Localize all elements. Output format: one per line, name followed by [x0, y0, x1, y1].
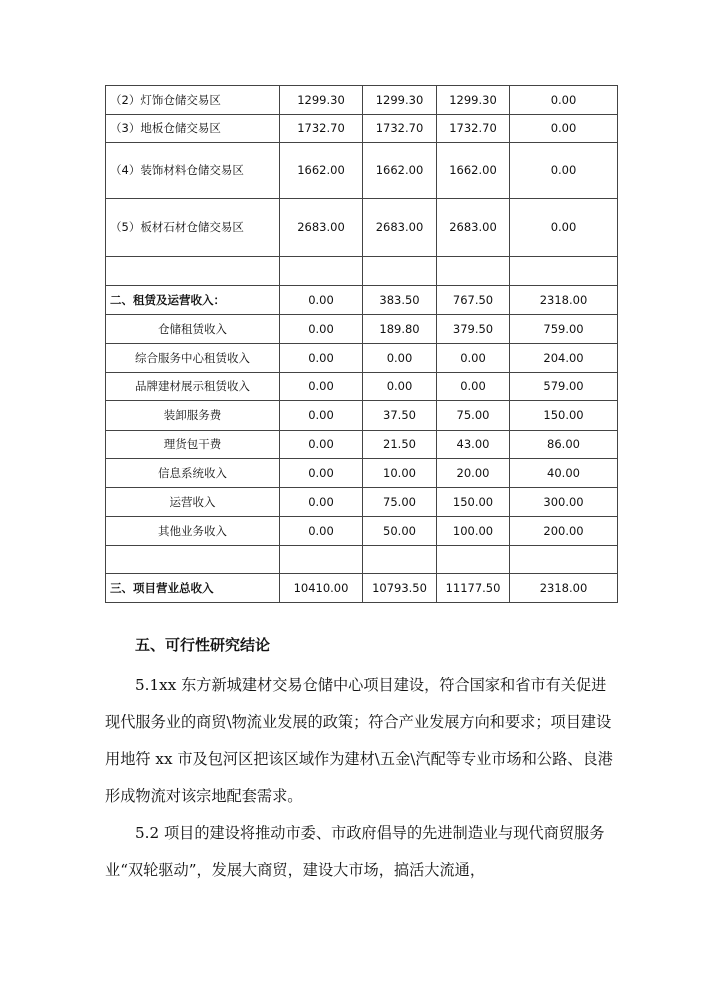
value-col-1: [280, 546, 363, 574]
value-col-1: 1662.00: [280, 143, 363, 199]
value-col-2: [363, 546, 437, 574]
value-col-3: 1299.30: [437, 86, 510, 115]
table-row: [106, 286, 618, 315]
value-col-1: 1732.70: [280, 115, 363, 143]
value-col-3: 1662.00: [437, 143, 510, 199]
row-label: 信息系统收入: [106, 459, 280, 488]
value-col-4: 2318.00: [510, 286, 618, 315]
value-col-3: 379.50: [437, 315, 510, 344]
value-col-3: 100.00: [437, 517, 510, 546]
revenue-table: [105, 85, 618, 603]
value-col-4: [510, 257, 618, 286]
row-label: 品牌建材展示租赁收入: [106, 373, 280, 401]
value-col-4: 200.00: [510, 517, 618, 546]
value-col-1: 0.00: [280, 517, 363, 546]
value-col-3: 11177.50: [437, 574, 510, 603]
paragraph-2: [105, 815, 617, 889]
table-row: [106, 199, 618, 257]
value-col-4: 0.00: [510, 86, 618, 115]
row-label: 仓储租赁收入: [106, 315, 280, 344]
value-col-2: 1299.30: [363, 86, 437, 115]
value-col-3: [437, 257, 510, 286]
row-label: （3）地板仓储交易区: [106, 115, 280, 143]
table-row: [106, 143, 618, 199]
row-label: 运营收入: [106, 488, 280, 517]
value-col-3: 2683.00: [437, 199, 510, 257]
paragraph-1: [105, 667, 617, 815]
table-row: [106, 115, 618, 143]
table-row: [106, 401, 618, 431]
value-col-2: [363, 257, 437, 286]
table-row: [106, 431, 618, 459]
value-col-1: 0.00: [280, 401, 363, 431]
value-col-1: 2683.00: [280, 199, 363, 257]
value-col-4: 759.00: [510, 315, 618, 344]
row-label: 装卸服务费: [106, 401, 280, 431]
row-label: [106, 257, 280, 286]
value-col-3: 150.00: [437, 488, 510, 517]
value-col-3: 1732.70: [437, 115, 510, 143]
value-col-2: 10.00: [363, 459, 437, 488]
table-row: [106, 574, 618, 603]
value-col-2: 189.80: [363, 315, 437, 344]
value-col-1: 0.00: [280, 431, 363, 459]
value-col-1: 10410.00: [280, 574, 363, 603]
value-col-4: 86.00: [510, 431, 618, 459]
value-col-2: 0.00: [363, 344, 437, 373]
table-row: [106, 315, 618, 344]
paragraph-2-text: 5.2 项目的建设将推动市委、市政府倡导的先进制造业与现代商贸服务业“双轮驱动”，发展大商贸，建设大市场，搞活大流通，: [105, 824, 605, 879]
value-col-1: [280, 257, 363, 286]
row-label: 综合服务中心租赁收入: [106, 344, 280, 373]
value-col-2: 1662.00: [363, 143, 437, 199]
value-col-4: 0.00: [510, 143, 618, 199]
value-col-2: 21.50: [363, 431, 437, 459]
table-row: [106, 488, 618, 517]
value-col-3: 767.50: [437, 286, 510, 315]
value-col-4: 0.00: [510, 115, 618, 143]
value-col-2: 37.50: [363, 401, 437, 431]
value-col-2: 383.50: [363, 286, 437, 315]
value-col-2: 75.00: [363, 488, 437, 517]
value-col-4: 204.00: [510, 344, 618, 373]
row-label: （5）板材石材仓储交易区: [106, 199, 280, 257]
row-label: 二、租赁及运营收入：: [106, 286, 280, 315]
row-label: 三、项目营业总收入: [106, 574, 280, 603]
value-col-1: 0.00: [280, 286, 363, 315]
table-row: [106, 546, 618, 574]
value-col-4: 40.00: [510, 459, 618, 488]
table-row: [106, 373, 618, 401]
value-col-2: 2683.00: [363, 199, 437, 257]
value-col-4: [510, 546, 618, 574]
value-col-1: 0.00: [280, 459, 363, 488]
value-col-3: [437, 546, 510, 574]
value-col-3: 0.00: [437, 344, 510, 373]
row-label: [106, 546, 280, 574]
value-col-3: 20.00: [437, 459, 510, 488]
paragraph-1-text: 5.1xx 东方新城建材交易仓储中心项目建设，符合国家和省市有关促进现代服务业的商贸\物流业发展的政策；符合产业发展方向和要求；项目建设用地符 xx 市及包河区把该区域作为建材\五金\汽配等专业市场和公路、良港形成物流对该宗地配套需求。: [105, 676, 613, 805]
revenue-table-body: [106, 86, 618, 603]
value-col-4: 2318.00: [510, 574, 618, 603]
value-col-1: 0.00: [280, 315, 363, 344]
row-label: 其他业务收入: [106, 517, 280, 546]
table-row: [106, 86, 618, 115]
section-heading: 五、可行性研究结论: [135, 636, 271, 654]
value-col-4: 579.00: [510, 373, 618, 401]
value-col-3: 0.00: [437, 373, 510, 401]
row-label: 理货包干费: [106, 431, 280, 459]
table-row: [106, 257, 618, 286]
value-col-4: 0.00: [510, 199, 618, 257]
value-col-2: 1732.70: [363, 115, 437, 143]
value-col-1: 0.00: [280, 344, 363, 373]
row-label: （4）装饰材料仓储交易区: [106, 143, 280, 199]
value-col-2: 10793.50: [363, 574, 437, 603]
table-row: [106, 517, 618, 546]
value-col-4: 150.00: [510, 401, 618, 431]
value-col-3: 75.00: [437, 401, 510, 431]
value-col-2: 0.00: [363, 373, 437, 401]
value-col-3: 43.00: [437, 431, 510, 459]
value-col-1: 0.00: [280, 373, 363, 401]
value-col-1: 1299.30: [280, 86, 363, 115]
value-col-4: 300.00: [510, 488, 618, 517]
table-row: [106, 344, 618, 373]
table-row: [106, 459, 618, 488]
row-label: （2）灯饰仓储交易区: [106, 86, 280, 115]
value-col-1: 0.00: [280, 488, 363, 517]
value-col-2: 50.00: [363, 517, 437, 546]
